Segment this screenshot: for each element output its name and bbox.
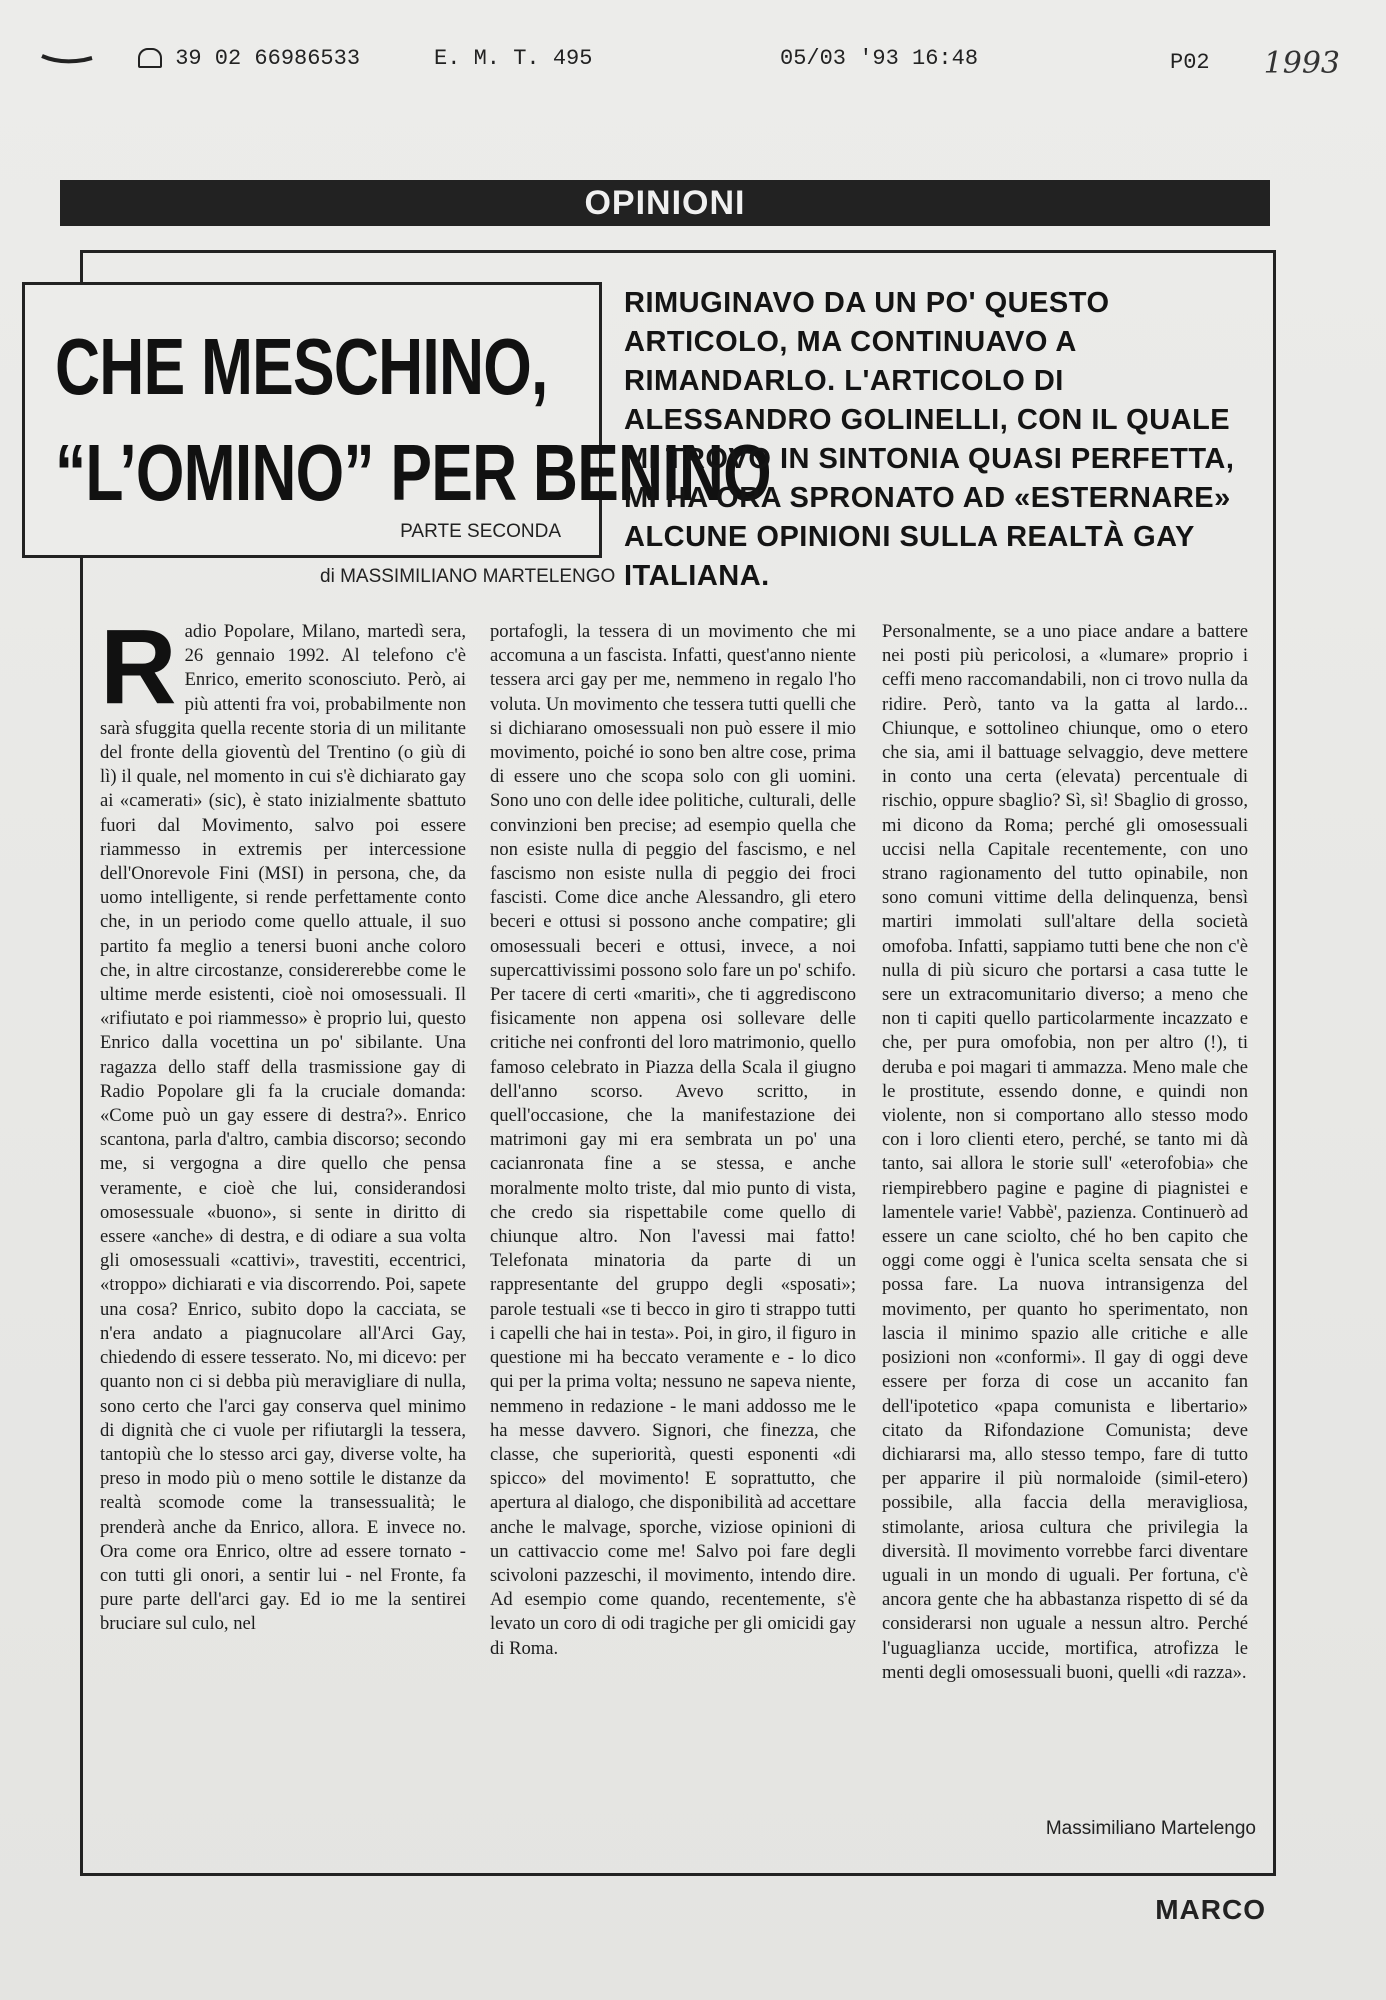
title-box	[22, 282, 771, 558]
drop-cap: R	[100, 608, 177, 726]
lead-paragraph: RIMUGINAVO DA UN PO' QUESTO ARTICOLO, MA CONTINUAVO A RIMANDARLO. L'ARTICOLO DI ALESSANDRO GOLINELLI, CON IL QUALE MI TROVO IN SINTONIA QUASI PERFETTA, MI HA ORA SPRONATO AD «ESTERNARE» ALCUNE OPINIONI SULLA REALTÀ GAY ITALIANA.	[624, 287, 1235, 592]
article-column-2	[490, 620, 856, 1661]
column-1-text: adio Popolare, Milano, martedì sera, 26 gennaio 1992. Al telefono c'è Enrico, emerito sconosciuto. Però, ai più attenti fra voi, probabilmente non sarà sfuggita quella recente storia di un militante del fronte della gioventù del Trentino (o giù di lì) il quale, nel momento in cui s'è dichiarato gay ai «camerati» (sic), è stato inizialmente sbattuto fuori dal Movimento, salvo poi essere riammesso in extremis per intercessione dell'Onorevole Fini (MSI) in persona, che, da uomo intelligente, si rende perfettamente conto che, in un periodo come quello attuale, il suo partito fa meglio a tenersi buoni anche coloro che, in altre circostanze, considererebbe come le ultime merde esistenti, cioè noi omosessuali. Il «rifiutato e poi riammesso» è proprio lui, questo Enrico dalla vocettina un po' sibilante. Una ragazza dello staff della trasmissione gay di Radio Popolare gli fa la cruciale domanda: «Come può un gay essere di destra?». Enrico scantona, parla d'altro, cambia discorso; secondo me, si vergogna a dire quello che pensa veramente, e cioè che lui, considerandosi omosessuale «buono», si sente in diritto di essere «anche» di destra, e di odiare a sua volta gli omosessuali «cattivi», travestiti, eccentrici, «troppo» dichiarati e via discorrendo. Poi, sapete una cosa? Enrico, subito dopo la cacciata, se n'era andato a piagnucolare all'Arci Gay, chiedendo di essere tesserato. No, mi dicevo: per quanto non ci si debba più meravigliare di nulla, sono certo che l'arci gay conserva quel minimo di dignità che ci vuole per rifiutargli la tessera, tantopiù che lo stesso arci gay, diverse volte, ha preso in modo più o meno sottile le distanze da realtà scomode come la transessualità; le prenderà anche da Enrico, allora. E invece no. Ora come ora Enrico, oltre ad essere tornato - con tutti gli onori, a sentir lui - nel Fronte, fa pure parte dell'arci gay. Ed io me la sentirei bruciare sul culo, nel	[100, 621, 466, 1635]
fax-phone	[138, 46, 360, 71]
headline-line-1: CHE MESCHINO,	[55, 322, 548, 411]
article-column-3	[882, 620, 1248, 1685]
handwritten-year: 1993	[1263, 46, 1340, 81]
article-column-1	[100, 608, 466, 1637]
telephone-icon	[138, 48, 162, 68]
footer-mark: MARCO	[1155, 1894, 1266, 1925]
fax-sender-id: E. M. T. 495	[434, 46, 593, 71]
byline: di MASSIMILIANO MARTELENGO	[320, 566, 616, 587]
column-2-text: portafogli, la tessera di un movimento che mi accomuna a un fascista. Infatti, quest'anno niente tessera arci gay per me, nemmeno in regalo l'ho voluta. Un movimento che tessera tutti quelli che si dichiarano omosessuali non può essere il mio movimento, poiché io sono ben altre cose, prima di essere uno che scopa solo con gli uomini. Sono uno con delle idee politiche, culturali, delle convinzioni ben precise; ad esempio quella che non esiste nulla di peggio del fascismo, e nel fascismo non esiste nulla di peggio dei froci fascisti. Come dice anche Alessandro, gli etero beceri e ottusi si possono anche compatire; gli omosessuali beceri e ottusi, invece, a noi supercattivissimi possono solo fare un po' schifo. Per tacere di certi «mariti», che ti aggrediscono fisicamente non appena osi sollevare delle critiche nei confronti del loro matrimonio, quello famoso celebrato in Piazza della Scala il giugno dell'anno scorso. Avevo scritto, in quell'occasione, che la manifestazione dei matrimoni gay mi era sembrata un po' una cacianronata fine a se stessa, e anche moralmente molto triste, dal mio punto di vista, che credo sia rispettabile come quello di chiunque altro. Non l'avessi mai fatto! Telefonata minatoria da parte di un rappresentante del gruppo degli «sposati»; parole testuali «se ti becco in giro ti strappo tutti i capelli che hai in testa». Poi, in giro, il figuro in questione mi ha beccato veramente e - lo dico qui per la prima volta; nessuno ne sapeva niente, nemmeno in redazione - le mani addosso me le ha messe davvero. Signori, che finezza, che classe, che superiorità, questi esponenti «di spicco» del movimento! E soprattutto, che apertura al dialogo, che disponibilità ad accettare anche le malvage, sporche, viziose opinioni di un cattivaccio come me! Salvo poi fare degli scivoloni pazzeschi, il movimento, intendo dire. Ad esempio come quando, recentemente, s'è levato un coro di odi tragiche per gli omicidi gay di Roma.	[490, 621, 856, 1659]
fax-phone-number: 39 02 66986533	[175, 46, 361, 71]
section-label: OPINIONI	[584, 184, 746, 222]
column-3-text: Personalmente, se a uno piace andare a battere nei posti più pericolosi, a «lumare» proprio i ceffi meno raccomandabili, non ci trovo nulla da ridire. Però, tanto va la gatta al lardo... Chiunque, e sottolineo chiunque, omo o etero che sia, ami il battuage selvaggio, deve mettere in conto una certa (elevata) percentuale di rischio, oppure sbaglio? Sì, sì! Sbaglio di grosso, mi dicono da Roma; perché gli omosessuali uccisi nella Capitale recentemente, con uno strano ragionamento del tutto opinabile, non sono comuni vittime della delinquenza, bensì martiri immolati sull'altare della società omofoba. Infatti, sappiamo tutti bene che non c'è nulla di più sicuro che portarsi a casa tutte le sere un extracomunitario diverso; a meno che non ti capiti quello particolarmente incazzato e che, per pura omofobia, non per altro (!), ti deruba e poi magari ti ammazza. Meno male che le prostitute, essendo donne, e quindi non violente, non si comportano allo stesso modo con i loro clienti etero, perché, se tanto mi dà tanto, sai allora le storie sull' «eterofobia» che riempirebbero pagine e pagine di piagnistei e lamentele varie! Vabbè', pazienza. Continuerò ad essere un cane sciolto, ché ho ben capito che oggi come oggi è l'unica scelta sensata che si possa fare. La nuova intransigenza del movimento, per quanto ho sperimentato, non lascia il minimo spazio alle critiche e alle posizioni non «conformi». Il gay di oggi deve essere per forza di cose un accanito fan dell'ipotetico «papa comunista e libertario» citato da Rifondazione Comunista; deve dichiararsi ma, allo stesso tempo, fare di tutto per apparire il più normaloide (simil-etero) possibile, alla faccia della meravigliosa, stimolante, ariosa cultura che privilegia la diversità. Il movimento vorrebbe farci diventare uguali in un mondo di uguali. Per fortuna, c'è ancora gente che ha abbastanza rispetto di sé da considerarsi non uguale a nessun altro. Perché l'uguaglianza uccide, mortifica, atrofizza le menti degli omosessuali buoni, quelli «di razza».	[882, 621, 1248, 1683]
fax-arrow-icon	[40, 50, 96, 68]
fax-datetime: 05/03 '93 16:48	[780, 46, 979, 71]
fax-page-number: P02	[1170, 50, 1210, 75]
author-signature: Massimiliano Martelengo	[1045, 1818, 1256, 1839]
fax-header	[40, 42, 1360, 82]
headline-line-2: “L’OMINO” PER BENINO	[55, 428, 771, 517]
section-bar	[60, 180, 1270, 226]
part-label: PARTE SECONDA	[400, 521, 561, 542]
